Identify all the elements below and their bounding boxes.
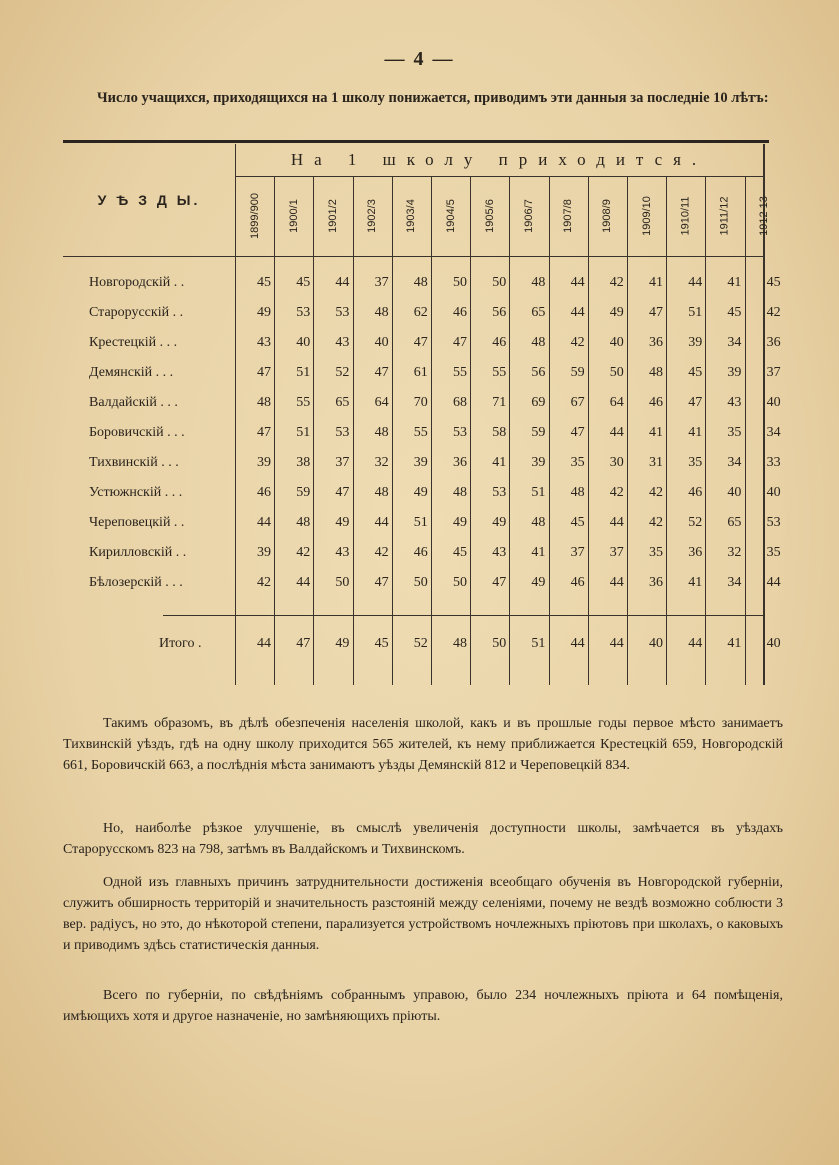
table-cell: 38 bbox=[296, 455, 311, 470]
year-label: 1900/1 bbox=[287, 199, 300, 233]
table-cell: 48 bbox=[413, 275, 428, 290]
uezd-name: Старорусскій . . bbox=[89, 305, 184, 320]
table-cell: 55 bbox=[453, 365, 467, 380]
paragraph-4 bbox=[63, 985, 783, 1027]
table-cell: 55 bbox=[296, 395, 311, 410]
table-cell: 50 bbox=[492, 275, 507, 290]
table-cell: 35 bbox=[649, 545, 663, 560]
uezd-name: Бѣлозерскій . . . bbox=[89, 575, 183, 590]
uezd-name: Боровичскій . . . bbox=[89, 425, 185, 440]
table-cell: 42 bbox=[649, 485, 663, 500]
table-cell: 51 bbox=[531, 485, 546, 500]
table-cell: 51 bbox=[688, 305, 703, 320]
year-label: 1910/11 bbox=[679, 196, 692, 236]
table-cell: 40 bbox=[766, 485, 781, 500]
year-label: 1907/8 bbox=[562, 199, 575, 233]
table-cell: 43 bbox=[257, 335, 271, 350]
table-cell: 45 bbox=[296, 275, 311, 290]
table-cell: 37 bbox=[570, 545, 585, 560]
paragraph-3-text: Одной изъ главныхъ причинъ затруднительности достиженія всеобщаго обученія въ Новгородской губерніи, служитъ обширность территорій и значительность разстояній между селеніями, почему не вездѣ возможно соблюсти 3 вер. радіусъ, но это, до нѣкоторой степени, парализуется устройствомъ ночлежныхъ пріютовъ при школахъ, о каковыхъ и приводимъ здѣсь статистическія данныя. bbox=[63, 875, 783, 953]
table-cell: 34 bbox=[727, 575, 742, 590]
uezd-name: Устюжнскій . . . bbox=[89, 485, 183, 500]
statistics-table bbox=[63, 140, 781, 685]
paragraph-1-text: Такимъ образомъ, въ дѣлѣ обезпеченія населенія школой, какъ и въ прошлые годы первое мѣсто занимаетъ Тихвинскій уѣздъ, гдѣ на одну школу приходится 565 жителей, къ нему приближается Крестецкій 659, Новгородскій 661, Боровичскій 663, а послѣднія мѣста занимаютъ уѣзды Демянскій 812 и Череповецкій 834. bbox=[63, 716, 783, 773]
total-cell: 49 bbox=[335, 636, 350, 651]
year-header bbox=[666, 180, 705, 252]
table-cell: 51 bbox=[296, 425, 311, 440]
table-cell: 34 bbox=[727, 335, 742, 350]
table-cell: 48 bbox=[296, 515, 311, 530]
table-cell: 50 bbox=[453, 575, 467, 590]
total-cell: 52 bbox=[413, 636, 428, 651]
table-cell: 59 bbox=[570, 365, 585, 380]
total-cell: 41 bbox=[727, 636, 742, 651]
table-cell: 47 bbox=[257, 425, 271, 440]
table-cell: 48 bbox=[374, 425, 389, 440]
table-cell: 59 bbox=[531, 425, 546, 440]
table-cell: 42 bbox=[257, 575, 271, 590]
table-cell: 45 bbox=[766, 275, 781, 290]
table-cell: 42 bbox=[296, 545, 311, 560]
table-cell: 48 bbox=[453, 485, 467, 500]
total-cell: 44 bbox=[570, 636, 585, 651]
table-cell: 42 bbox=[609, 485, 624, 500]
table-cell: 42 bbox=[766, 305, 781, 320]
year-label: 1909/10 bbox=[640, 196, 653, 236]
table-cell: 55 bbox=[492, 365, 507, 380]
year-header bbox=[235, 180, 274, 252]
header-divider bbox=[235, 176, 763, 177]
year-label: 1901/2 bbox=[326, 199, 339, 233]
table-cell: 62 bbox=[413, 305, 428, 320]
table-cell: 45 bbox=[688, 365, 703, 380]
total-cell: 51 bbox=[531, 636, 546, 651]
paragraph-1 bbox=[63, 713, 783, 776]
table-cell: 65 bbox=[531, 305, 546, 320]
table-cell: 41 bbox=[531, 545, 546, 560]
table-cell: 53 bbox=[492, 485, 507, 500]
table-cell: 47 bbox=[570, 425, 585, 440]
total-cell: 48 bbox=[453, 636, 467, 651]
table-cell: 71 bbox=[492, 395, 507, 410]
year-header bbox=[274, 180, 313, 252]
table-cell: 45 bbox=[453, 545, 467, 560]
row-header: У Ѣ З Д Ы. bbox=[97, 192, 201, 208]
table-cell: 44 bbox=[609, 575, 624, 590]
table-cell: 48 bbox=[374, 305, 389, 320]
total-label: Итого . bbox=[159, 636, 202, 651]
year-header bbox=[549, 180, 588, 252]
table-cell: 35 bbox=[727, 425, 742, 440]
table-cell: 47 bbox=[335, 485, 350, 500]
table-cell: 42 bbox=[649, 515, 663, 530]
table-cell: 46 bbox=[570, 575, 585, 590]
table-cell: 47 bbox=[492, 575, 507, 590]
table-cell: 41 bbox=[649, 275, 663, 290]
table-cell: 53 bbox=[335, 425, 350, 440]
table-cell: 41 bbox=[649, 425, 663, 440]
paragraph-4-text: Всего по губерніи, по свѣдѣніямъ собраннымъ управою, было 234 ночлежныхъ пріюта и 64 помѣщенія, имѣющихъ хотя и другое назначеніе, но замѣняющихъ пріюты. bbox=[63, 988, 783, 1024]
total-rule bbox=[163, 615, 765, 616]
uezd-name: Череповецкій . . bbox=[89, 515, 185, 530]
table-cell: 30 bbox=[609, 455, 624, 470]
intro-text: Число учащихся, приходящихся на 1 школу понижается, приводимъ эти данныя за последніе 10 лѣтъ: bbox=[97, 90, 769, 106]
table-cell: 45 bbox=[570, 515, 585, 530]
table-cell: 47 bbox=[413, 335, 428, 350]
table-cell: 44 bbox=[688, 275, 703, 290]
year-header bbox=[431, 180, 470, 252]
table-cell: 37 bbox=[766, 365, 781, 380]
table-cell: 44 bbox=[335, 275, 350, 290]
year-header bbox=[588, 180, 627, 252]
table-cell: 39 bbox=[531, 455, 546, 470]
total-cell: 40 bbox=[649, 636, 663, 651]
table-cell: 50 bbox=[453, 275, 467, 290]
table-cell: 49 bbox=[492, 515, 507, 530]
table-cell: 39 bbox=[257, 545, 271, 560]
year-label: 1902/3 bbox=[366, 199, 379, 233]
table-cell: 40 bbox=[296, 335, 311, 350]
table-cell: 53 bbox=[335, 305, 350, 320]
year-label: 1903/4 bbox=[405, 199, 418, 233]
table-cell: 46 bbox=[453, 305, 467, 320]
table-cell: 39 bbox=[727, 365, 742, 380]
table-cell: 39 bbox=[413, 455, 428, 470]
table-cell: 46 bbox=[688, 485, 703, 500]
uezd-name: Демянскій . . . bbox=[89, 365, 174, 380]
table-cell: 56 bbox=[531, 365, 546, 380]
paragraph-2 bbox=[63, 818, 783, 860]
table-cell: 36 bbox=[766, 335, 781, 350]
table-cell: 56 bbox=[492, 305, 507, 320]
table-cell: 43 bbox=[727, 395, 742, 410]
table-cell: 53 bbox=[296, 305, 311, 320]
table-cell: 44 bbox=[609, 515, 624, 530]
table-cell: 39 bbox=[257, 455, 271, 470]
table-cell: 43 bbox=[335, 545, 350, 560]
table-cell: 43 bbox=[335, 335, 350, 350]
total-cell: 50 bbox=[492, 636, 507, 651]
table-cell: 42 bbox=[570, 335, 585, 350]
year-label: 1906/7 bbox=[522, 199, 535, 233]
total-cell: 44 bbox=[257, 636, 271, 651]
table-cell: 69 bbox=[531, 395, 546, 410]
table-cell: 52 bbox=[688, 515, 703, 530]
paragraph-2-text: Но, наиболѣе рѣзкое улучшеніе, въ смыслѣ увеличенія доступности школы, замѣчается въ уѣздахъ Старорусскомъ 823 на 798, затѣмъ въ Валдайскомъ и Тихвинскомъ. bbox=[63, 821, 783, 857]
table-cell: 49 bbox=[531, 575, 546, 590]
table-cell: 52 bbox=[335, 365, 350, 380]
table-cell: 36 bbox=[453, 455, 467, 470]
table-cell: 32 bbox=[727, 545, 742, 560]
table-cell: 40 bbox=[727, 485, 742, 500]
table-cell: 61 bbox=[413, 365, 428, 380]
total-cell: 44 bbox=[609, 636, 624, 651]
year-label: 1908/9 bbox=[601, 199, 614, 233]
table-cell: 53 bbox=[766, 515, 781, 530]
table-cell: 41 bbox=[492, 455, 507, 470]
uezd-name: Новгородскій . . bbox=[89, 275, 185, 290]
table-cell: 40 bbox=[609, 335, 624, 350]
table-cell: 48 bbox=[374, 485, 389, 500]
table-cell: 51 bbox=[413, 515, 428, 530]
table-cell: 44 bbox=[570, 275, 585, 290]
table-cell: 49 bbox=[413, 485, 428, 500]
year-header bbox=[627, 180, 666, 252]
table-cell: 68 bbox=[453, 395, 467, 410]
total-cell: 45 bbox=[374, 636, 389, 651]
table-cell: 49 bbox=[257, 305, 271, 320]
year-label: 1905/6 bbox=[483, 199, 496, 233]
table-cell: 50 bbox=[413, 575, 428, 590]
table-cell: 55 bbox=[413, 425, 428, 440]
table-cell: 44 bbox=[766, 575, 781, 590]
table-cell: 47 bbox=[374, 365, 389, 380]
table-cell: 44 bbox=[609, 425, 624, 440]
table-cell: 58 bbox=[492, 425, 507, 440]
table-cell: 50 bbox=[609, 365, 624, 380]
table-cell: 40 bbox=[766, 395, 781, 410]
year-label: 1899/900 bbox=[248, 193, 261, 239]
table-cell: 48 bbox=[257, 395, 271, 410]
paragraph-3 bbox=[63, 872, 783, 956]
table-cell: 48 bbox=[531, 275, 546, 290]
table-cell: 35 bbox=[766, 545, 781, 560]
table-cell: 51 bbox=[296, 365, 311, 380]
year-header bbox=[313, 180, 352, 252]
table-cell: 45 bbox=[727, 305, 742, 320]
year-header bbox=[353, 180, 392, 252]
year-header bbox=[392, 180, 431, 252]
table-cell: 47 bbox=[374, 575, 389, 590]
table-cell: 44 bbox=[257, 515, 271, 530]
year-label: 1904/5 bbox=[444, 199, 457, 233]
table-cell: 67 bbox=[570, 395, 585, 410]
total-cell: 44 bbox=[688, 636, 703, 651]
table-cell: 40 bbox=[374, 335, 389, 350]
table-cell: 53 bbox=[453, 425, 467, 440]
table-cell: 42 bbox=[609, 275, 624, 290]
year-header bbox=[745, 180, 784, 252]
table-cell: 36 bbox=[688, 545, 703, 560]
table-cell: 35 bbox=[688, 455, 703, 470]
table-cell: 37 bbox=[374, 275, 389, 290]
table-cell: 64 bbox=[609, 395, 624, 410]
table-cell: 46 bbox=[492, 335, 507, 350]
table-cell: 42 bbox=[374, 545, 389, 560]
table-cell: 48 bbox=[531, 515, 546, 530]
uezd-name: Тихвинскій . . . bbox=[89, 455, 179, 470]
table-cell: 44 bbox=[296, 575, 311, 590]
table-cell: 48 bbox=[531, 335, 546, 350]
table-cell: 59 bbox=[296, 485, 311, 500]
table-cell: 47 bbox=[257, 365, 271, 380]
table-cell: 49 bbox=[609, 305, 624, 320]
table-cell: 46 bbox=[649, 395, 663, 410]
table-cell: 47 bbox=[688, 395, 703, 410]
table-cell: 43 bbox=[492, 545, 507, 560]
group-header: На 1 школу приходится. bbox=[290, 150, 708, 169]
table-cell: 34 bbox=[727, 455, 742, 470]
table-cell: 41 bbox=[688, 575, 703, 590]
year-header bbox=[705, 180, 744, 252]
table-cell: 37 bbox=[335, 455, 350, 470]
page-number: — 4 — bbox=[384, 48, 455, 70]
table-cell: 33 bbox=[766, 455, 781, 470]
table-cell: 41 bbox=[688, 425, 703, 440]
table-cell: 46 bbox=[413, 545, 428, 560]
table-cell: 39 bbox=[688, 335, 703, 350]
header-bottom-rule bbox=[63, 256, 765, 257]
table-cell: 47 bbox=[453, 335, 467, 350]
table-cell: 48 bbox=[649, 365, 663, 380]
total-cell: 47 bbox=[296, 636, 311, 651]
table-cell: 49 bbox=[453, 515, 467, 530]
uezd-name: Валдайскій . . . bbox=[89, 395, 178, 410]
table-cell: 47 bbox=[649, 305, 663, 320]
table-cell: 70 bbox=[413, 395, 428, 410]
table-cell: 37 bbox=[609, 545, 624, 560]
table-cell: 45 bbox=[257, 275, 271, 290]
year-header bbox=[509, 180, 548, 252]
table-top-rule bbox=[63, 140, 769, 143]
table-cell: 65 bbox=[727, 515, 742, 530]
table-cell: 34 bbox=[766, 425, 781, 440]
year-header bbox=[470, 180, 509, 252]
table-cell: 44 bbox=[374, 515, 389, 530]
table-cell: 36 bbox=[649, 575, 663, 590]
table-cell: 46 bbox=[257, 485, 271, 500]
table-cell: 49 bbox=[335, 515, 350, 530]
table-cell: 50 bbox=[335, 575, 350, 590]
year-label: 1911/12 bbox=[718, 196, 731, 236]
year-label: 1912 13 bbox=[758, 196, 771, 236]
total-cell: 40 bbox=[766, 636, 781, 651]
table-cell: 44 bbox=[570, 305, 585, 320]
table-cell: 65 bbox=[335, 395, 350, 410]
table-cell: 31 bbox=[649, 455, 663, 470]
uezd-name: Кирилловскій . . bbox=[89, 545, 187, 560]
uezd-name: Крестецкій . . . bbox=[89, 335, 178, 350]
table-cell: 32 bbox=[374, 455, 389, 470]
table-cell: 64 bbox=[374, 395, 389, 410]
table-cell: 36 bbox=[649, 335, 663, 350]
table-cell: 35 bbox=[570, 455, 585, 470]
table-cell: 48 bbox=[570, 485, 585, 500]
table-cell: 41 bbox=[727, 275, 742, 290]
